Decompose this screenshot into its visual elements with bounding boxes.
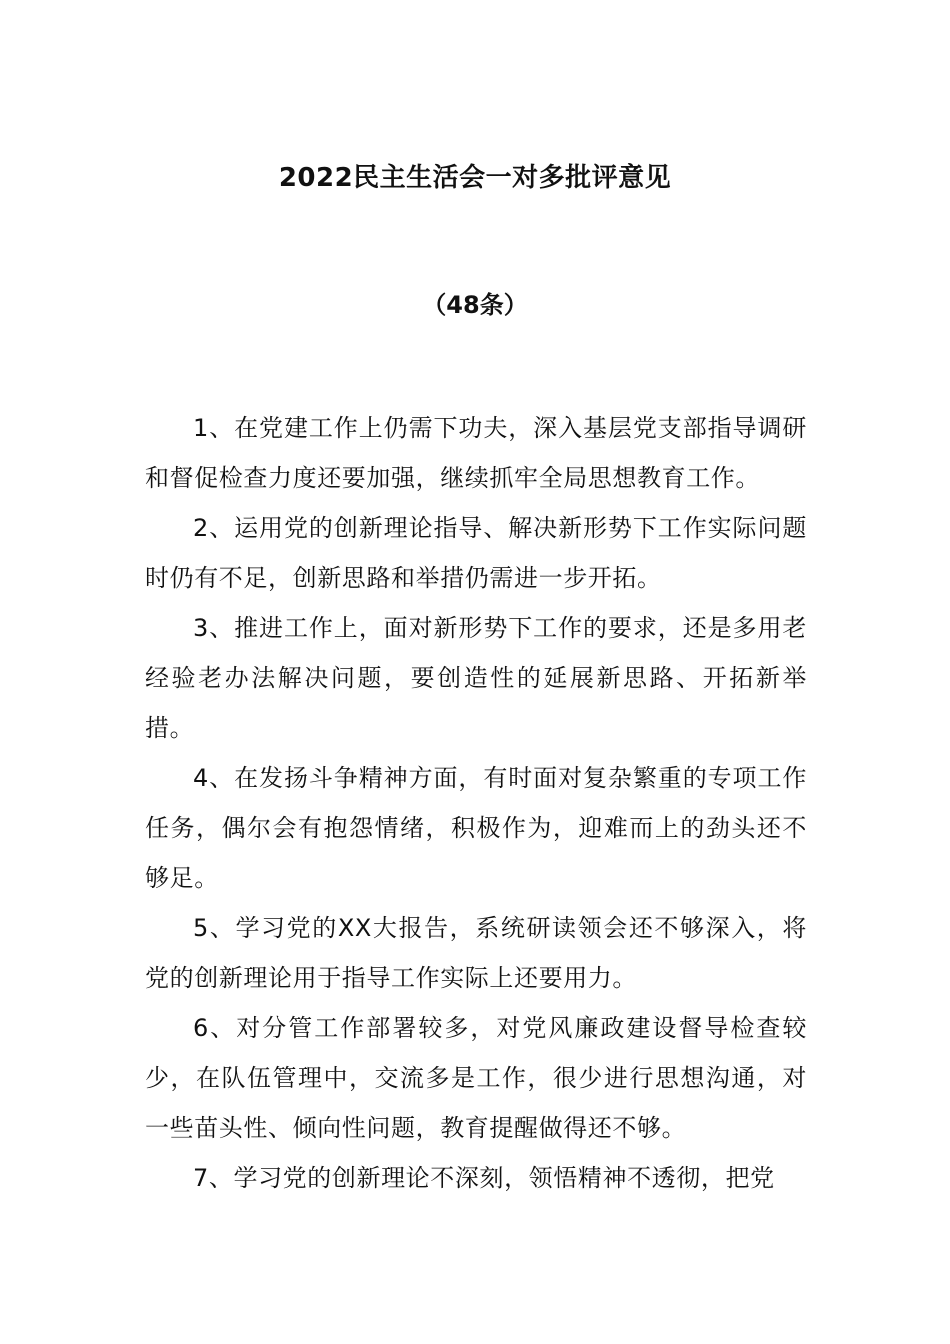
paragraph-1: 1、在党建工作上仍需下功夫，深入基层党支部指导调研和督促检查力度还要加强，继续抓牢全局思想教育工作。: [145, 414, 807, 492]
paragraph-3: 3、推进工作上，面对新形势下工作的要求，还是多用老经验老办法解决问题，要创造性的延展新思路、开拓新举措。: [145, 614, 807, 742]
paragraph-7: 7、学习党的创新理论不深刻，领悟精神不透彻，把党: [193, 1164, 775, 1192]
paragraph-5: 5、学习党的XX大报告，系统研读领会还不够深入，将党的创新理论用于指导工作实际上还要用力。: [145, 914, 807, 992]
paragraph-6: 6、对分管工作部署较多，对党风廉政建设督导检查较少，在队伍管理中，交流多是工作，很少进行思想沟通，对一些苗头性、倾向性问题，教育提醒做得还不够。: [145, 1014, 807, 1142]
document-title: 2022民主生活会一对多批评意见: [278, 163, 672, 193]
paragraph-4: 4、在发扬斗争精神方面，有时面对复杂繁重的专项工作任务，偶尔会有抱怨情绪，积极作为，迎难而上的劲头还不够足。: [145, 764, 807, 892]
document-subtitle: （48条）: [422, 291, 528, 319]
document-body: [145, 403, 807, 1203]
paragraph-2: 2、运用党的创新理论指导、解决新形势下工作实际问题时仍有不足，创新思路和举措仍需进一步开拓。: [145, 514, 807, 592]
